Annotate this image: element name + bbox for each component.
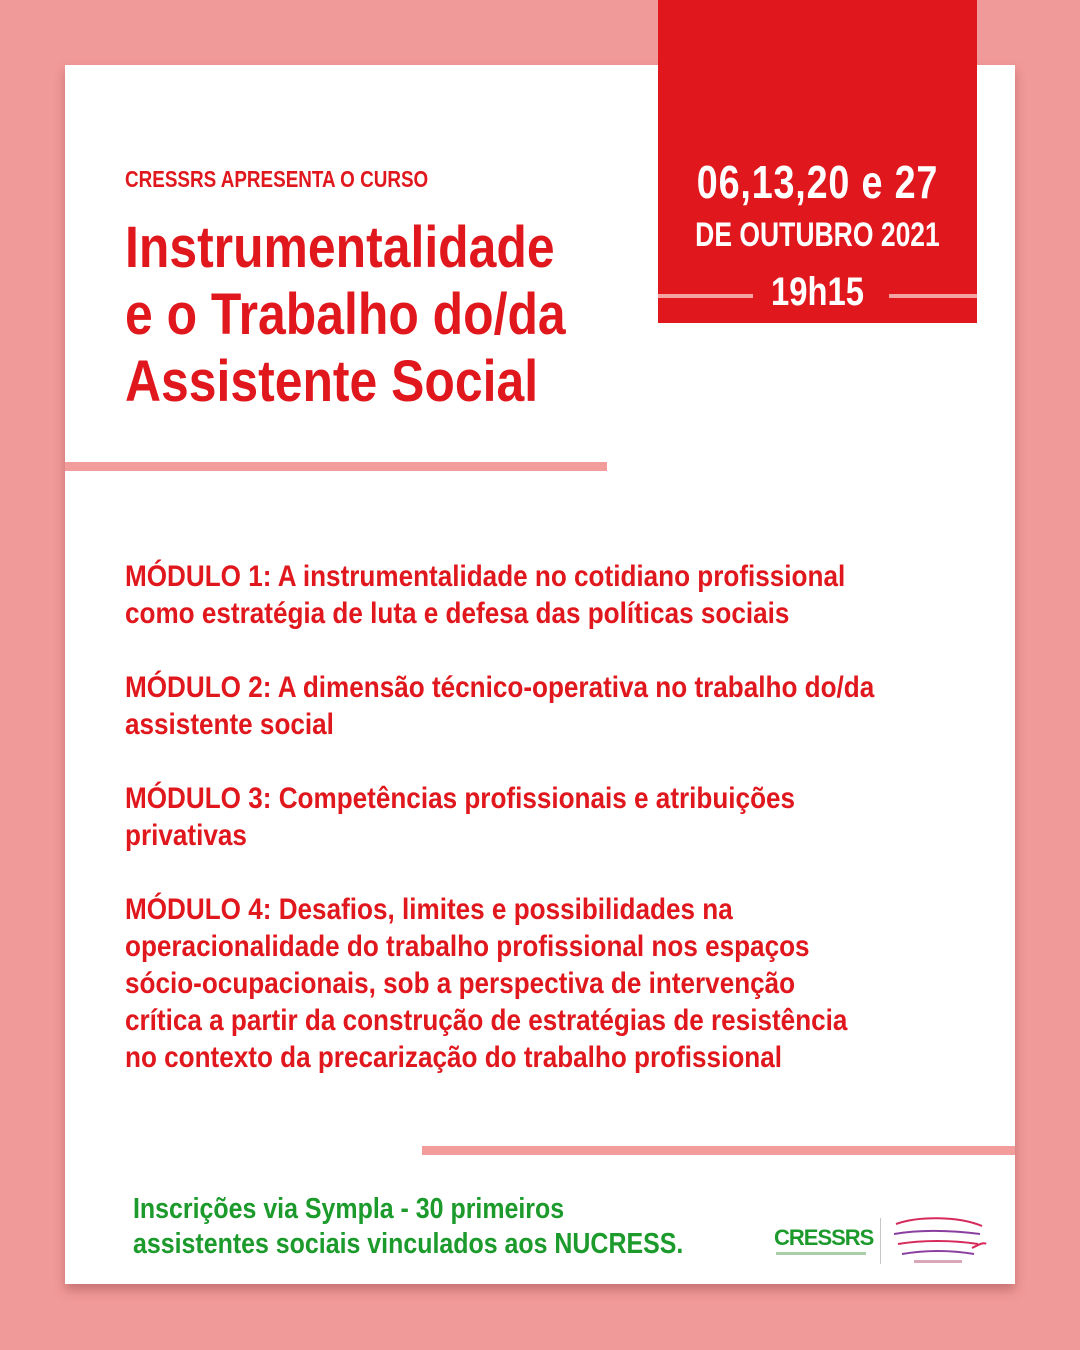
module-line: crítica a partir da construção de estratégias de resistência <box>125 1004 848 1037</box>
date-box <box>658 0 977 323</box>
registration-line: assistentes sociais vinculados aos NUCRESS. <box>133 1228 684 1260</box>
registration-line: Inscrições via Sympla - 30 primeiros <box>133 1193 565 1225</box>
date-line-right <box>889 294 977 298</box>
cressrs-logo-tagline-bar <box>776 1252 866 1255</box>
module-list <box>125 558 960 1113</box>
module-line: no contexto da precarização do trabalho profissional <box>125 1041 782 1074</box>
module-line: MÓDULO 2: A dimensão técnico-operativa no trabalho do/da <box>125 671 875 704</box>
module-4 <box>125 891 960 1076</box>
course-eyebrow: CRESSRS APRESENTA O CURSO <box>125 166 429 192</box>
divider-bottom <box>422 1146 1015 1155</box>
module-line: assistente social <box>125 708 334 741</box>
date-time: 19h15 <box>770 270 864 314</box>
date-month: DE OUTUBRO 2021 <box>695 216 940 254</box>
module-line: operacionalidade do trabalho profissional nos espaços <box>125 930 810 963</box>
course-title <box>125 214 566 415</box>
date-time-row <box>658 270 977 320</box>
module-line: privativas <box>125 819 247 852</box>
module-2 <box>125 669 960 743</box>
module-3 <box>125 780 960 854</box>
registration-info <box>133 1192 683 1262</box>
cressrs-logo <box>774 1225 874 1265</box>
course-title-line: Instrumentalidade <box>125 215 555 280</box>
lutar-e-mudar-logo-mark <box>888 1214 988 1270</box>
cressrs-logo-wordmark: CRESSRS <box>774 1225 874 1250</box>
lutar-e-mudar-logo <box>888 1214 988 1270</box>
logo-separator <box>880 1218 881 1264</box>
divider-top <box>65 462 607 471</box>
course-title-line: Assistente Social <box>125 349 539 414</box>
date-days: 06,13,20 e 27 <box>696 156 939 208</box>
module-line: MÓDULO 1: A instrumentalidade no cotidiano profissional <box>125 560 846 593</box>
module-1 <box>125 558 960 632</box>
module-line: sócio-ocupacionais, sob a perspectiva de intervenção <box>125 967 796 1000</box>
module-line: MÓDULO 4: Desafios, limites e possibilidades na <box>125 893 733 926</box>
module-line: MÓDULO 3: Competências profissionais e atribuições <box>125 782 796 815</box>
module-line: como estratégia de luta e defesa das políticas sociais <box>125 597 790 630</box>
course-title-line: e o Trabalho do/da <box>125 282 566 347</box>
